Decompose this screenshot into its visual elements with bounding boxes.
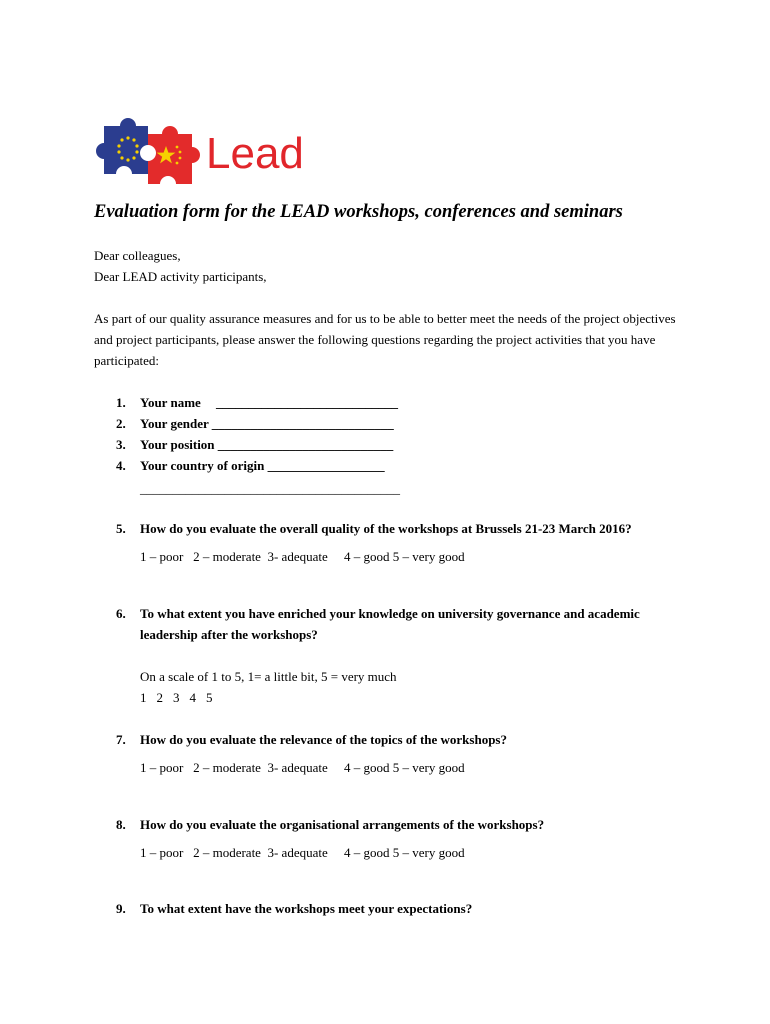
scale-note-q6: On a scale of 1 to 5, 1= a little bit, 5 = very much [140,669,397,684]
field-label: Your position [140,437,215,452]
field-position [116,437,393,453]
page-title: Evaluation form for the LEAD workshops, conferences and seminars [94,202,623,222]
question-7 [116,732,507,748]
intro-line-3: participated: [94,353,159,368]
greeting-line-1: Dear colleagues, [94,248,181,263]
eu-puzzle-piece [96,118,148,174]
rating-scale-q8[interactable] [140,845,465,861]
name-input-line[interactable]: ____________________________ [216,395,399,410]
lead-logo [96,112,306,190]
scale-option[interactable]: 5 – very good [392,549,465,564]
logo-wordmark: Lead [206,129,304,178]
scale-option[interactable]: 5 – very good [392,760,465,775]
question-text: How do you evaluate the relevance of the topics of the workshops? [140,732,507,747]
rating-numbers-q6[interactable] [140,690,223,706]
question-6 [116,606,640,622]
question-number: 8. [116,817,126,832]
question-5 [116,521,632,537]
country-input-line-continued[interactable]: ________________________________________ [140,481,400,496]
field-label: Your country of origin [140,458,265,473]
field-number: 3. [116,437,126,452]
country-input-line[interactable]: __________________ [267,458,385,473]
position-input-line[interactable]: ___________________________ [217,437,394,452]
gender-input-line[interactable]: ____________________________ [211,416,394,431]
scale-option[interactable]: 3- adequate [267,845,328,860]
scale-option[interactable]: 1 – poor [140,760,184,775]
scale-option[interactable]: 1 – poor [140,845,184,860]
rating-number[interactable]: 4 [189,690,196,705]
field-label: Your gender [140,416,209,431]
rating-number[interactable]: 1 [140,690,147,705]
question-9 [116,901,472,917]
question-number: 7. [116,732,126,747]
field-number: 4. [116,458,126,473]
rating-scale-q5[interactable] [140,549,465,565]
scale-option[interactable]: 4 – good [344,760,390,775]
field-number: 2. [116,416,126,431]
question-number: 6. [116,606,126,621]
scale-option[interactable]: 1 – poor [140,549,184,564]
question-text: How do you evaluate the overall quality of the workshops at Brussels 21-23 March 2016? [140,521,632,536]
field-country [116,458,385,474]
scale-option[interactable]: 4 – good [344,845,390,860]
field-label: Your name [140,395,201,410]
rating-number[interactable]: 3 [173,690,180,705]
question-text: To what extent have the workshops meet your expectations? [140,901,473,916]
greeting-line-2: Dear LEAD activity participants, [94,269,267,284]
scale-option[interactable]: 2 – moderate [193,549,261,564]
china-puzzle-piece [148,126,200,184]
field-name [116,395,398,411]
rating-number[interactable]: 2 [156,690,163,705]
field-gender [116,416,394,432]
field-number: 1. [116,395,126,410]
question-text: How do you evaluate the organisational arrangements of the workshops? [140,817,545,832]
scale-option[interactable]: 2 – moderate [193,845,261,860]
scale-option[interactable]: 3- adequate [267,760,328,775]
intro-line-1: As part of our quality assurance measures and for us to be able to better meet the needs of the project objectives [94,311,676,326]
question-number: 9. [116,901,126,916]
scale-option[interactable]: 2 – moderate [193,760,261,775]
rating-number[interactable]: 5 [206,690,213,705]
scale-option[interactable]: 5 – very good [392,845,465,860]
intro-line-2: and project participants, please answer the following questions regarding the project activities that you have [94,332,656,347]
question-number: 5. [116,521,126,536]
scale-option[interactable]: 4 – good [344,549,390,564]
question-8 [116,817,544,833]
rating-scale-q7[interactable] [140,760,465,776]
question-6-text-cont: leadership after the workshops? [140,627,318,642]
scale-option[interactable]: 3- adequate [267,549,328,564]
question-text: To what extent you have enriched your knowledge on university governance and academic [140,606,640,621]
